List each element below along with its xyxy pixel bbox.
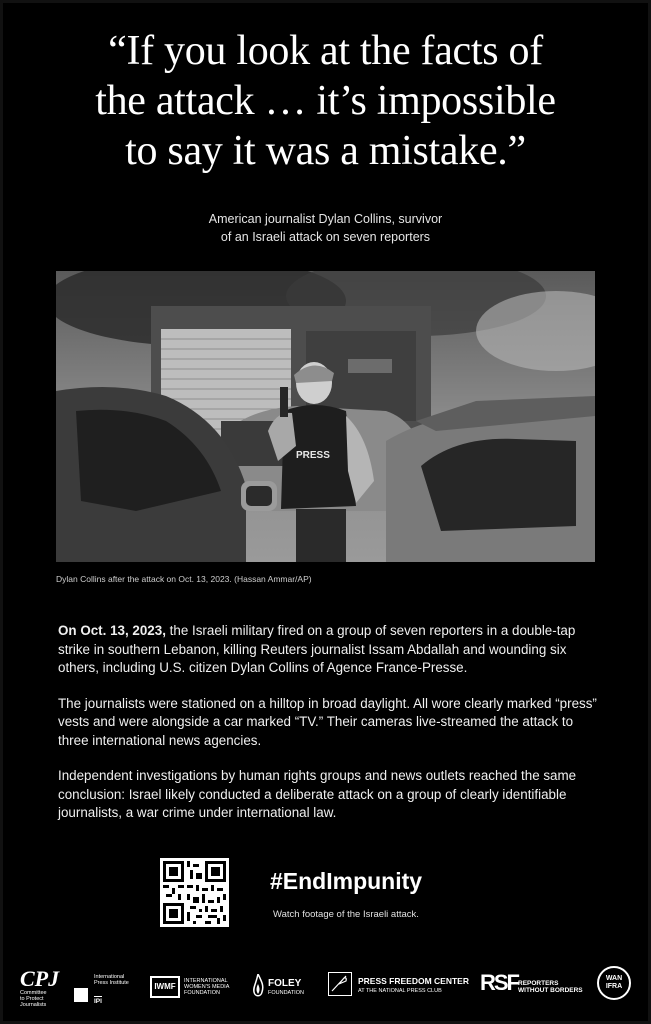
wan-ifra-logo (597, 966, 631, 1000)
iwmf-mark: IWMF (150, 976, 180, 998)
quote-line-3: to say it was a mistake.” (125, 128, 526, 174)
watch-footage-text: Watch footage of the Israeli attack. (273, 909, 419, 920)
ipi-mark: IPI (94, 998, 102, 1005)
vest-press-label: PRESS (296, 450, 330, 461)
paragraph-1-text: the Israeli military fired on a group of seven reporters in a double-tap strike in southern Lebanon, killing Reuters journalist Issam Abdallah and wounding six others, including U.S. citizen Dylan Collins of Agence France-Presse. (58, 623, 576, 675)
qr-code-pattern (160, 858, 229, 927)
foley-name: FOLEY (268, 978, 302, 989)
qr-code[interactable] (160, 858, 229, 927)
attribution-line-2: of an Israeli attack on seven reporters (220, 230, 431, 244)
cpj-mark: CPJ (20, 966, 60, 991)
rsf-mark: RSF (480, 970, 518, 995)
quote-attribution (100, 210, 551, 246)
quill-icon (328, 972, 352, 996)
partner-logos (0, 962, 651, 1012)
iwmf-name: INTERNATIONAL WOMEN'S MEDIA FOUNDATION (184, 978, 230, 996)
news-photo (56, 271, 595, 562)
paragraph-3: Independent investigations by human rights groups and news outlets reached the same conclusion: Israel likely conducted a deliberate attack on a group of clearly identifiable journalists, a war crime under international law. (58, 768, 577, 820)
paragraph-1 (58, 622, 598, 678)
pull-quote (30, 26, 621, 176)
ipi-name: International Press Institute (94, 974, 129, 986)
cpj-name: Committee to Protect Journalists (20, 990, 47, 1008)
pfc-name: PRESS FREEDOM CENTER (358, 976, 469, 986)
ipi-square-icon (74, 988, 88, 1002)
attribution-line-1: American journalist Dylan Collins, survivor (208, 212, 443, 226)
foley-sub: FOUNDATION (268, 990, 304, 996)
photo-caption: Dylan Collins after the attack on Oct. 13, 2023. (Hassan Ammar/AP) (56, 574, 312, 584)
flame-icon (252, 974, 264, 1000)
rsf-name: REPORTERS WITHOUT BORDERS (518, 980, 583, 994)
cpj-logo (20, 968, 60, 1008)
quote-line-2: the attack … it’s impossible (95, 78, 556, 124)
paragraph-1-lead: On Oct. 13, 2023, (58, 623, 166, 638)
pfc-sub: AT THE NATIONAL PRESS CLUB (358, 988, 442, 994)
photo-illustration (56, 271, 595, 562)
article-body (58, 622, 598, 840)
paragraph-2: The journalists were stationed on a hilltop in broad daylight. All wore clearly marked “press” vests and were alongside a car marked “TV.” Their cameras live-streamed the attack to three international news agencies. (58, 695, 597, 748)
wan-ifra-name: WAN IFRA (605, 975, 623, 990)
end-impunity-hashtag: #EndImpunity (270, 868, 423, 894)
quote-line-1: “If you look at the facts of (108, 28, 543, 74)
